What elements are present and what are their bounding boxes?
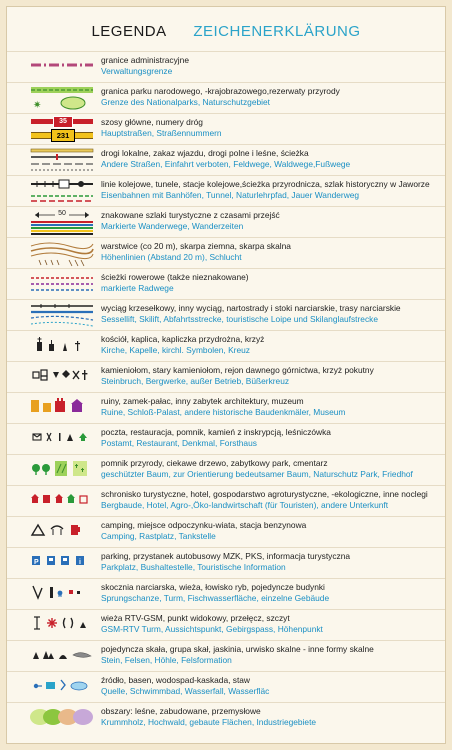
legend-item-de: Kirche, Kapelle, kirchl. Symbolen, Kreuz <box>101 345 250 355</box>
castle-icon <box>29 393 95 423</box>
legend-item-post-office <box>7 423 445 454</box>
local-road-icon <box>29 145 95 175</box>
post-office-icon <box>29 424 95 454</box>
legend-item-pl: drogi lokalne, zakaz wjazdu, drogi polne i leśne, ścieżka <box>101 148 309 158</box>
legend-item-de: Stein, Felsen, Höhle, Felsformation <box>101 655 232 665</box>
legend-item-pl: warstwice (co 20 m), skarpa ziemna, skarpa skalna <box>101 241 291 251</box>
legend-item-pl: ścieżki rowerowe (także nieznakowane) <box>101 272 249 282</box>
ski-lift-icon <box>29 300 95 330</box>
legend-item-church <box>7 330 445 361</box>
quarry-icon <box>29 362 95 392</box>
legend-item-pl: obszary: leśne, zabudowane, przemysłowe <box>101 706 261 716</box>
legend-item-pl: skocznia narciarska, wieża, łowisko ryb, pojedyncze budynki <box>101 582 325 592</box>
legend-item-de: geschützter Baum, zur Orientierung bedeutsamer Baum, Naturschutz Park, Friedhof <box>101 469 413 479</box>
trail-time-label: 50 <box>55 209 69 218</box>
legend-title-de: ZEICHENERKLÄRUNG <box>193 23 361 40</box>
legend-item-de: Markierte Wanderwege, Wanderzeiten <box>101 221 244 231</box>
legend-item-pl: camping, miejsce odpoczynku-wiata, stacja benzynowa <box>101 520 307 530</box>
legend-item-de: Camping, Rastplatz, Tankstelle <box>101 531 216 541</box>
area-icon <box>29 703 95 733</box>
legend-item-pl: granica parku narodowego, -krajobrazowego,rezerwaty przyrody <box>101 86 340 96</box>
railway-icon <box>29 176 95 206</box>
legend-item-de: Verwaltungsgrenze <box>101 66 173 76</box>
legend-item-administrative-border <box>7 51 445 82</box>
tree-icon <box>29 455 95 485</box>
legend-item-de: Parkplatz, Bushaltestelle, Touristische Information <box>101 562 286 572</box>
legend-item-pl: wieża RTV-GSM, punkt widokowy, przełęcz, szczyt <box>101 613 290 623</box>
legend-item-ski-jump <box>7 578 445 609</box>
legend-item-pl: kościół, kaplica, kapliczka przydrożna, krzyż <box>101 334 265 344</box>
legend-item-de: Höhenlinien (Abstand 20 m), Schlucht <box>101 252 242 262</box>
road-number-badge: 35 <box>53 116 73 128</box>
legend-item-park-border <box>7 82 445 113</box>
road-number-badge: 231 <box>51 129 75 142</box>
legend-panel <box>6 6 446 744</box>
administrative-border-icon <box>29 52 95 82</box>
legend-item-castle <box>7 392 445 423</box>
legend-item-pl: pomnik przyrody, ciekawe drzewo, zabytkowy park, cmentarz <box>101 458 328 468</box>
hotel-icon <box>29 486 95 516</box>
legend-item-quarry <box>7 361 445 392</box>
church-icon <box>29 331 95 361</box>
legend-item-railway <box>7 175 445 206</box>
park-border-icon <box>29 83 95 113</box>
svg-text:✷: ✷ <box>33 100 42 111</box>
legend-item-spring <box>7 671 445 702</box>
legend-header <box>7 23 445 40</box>
legend-item-de: Krummholz, Hochwald, gebaute Flächen, Industriegebiete <box>101 717 317 727</box>
legend-item-pl: granice administracyjne <box>101 55 189 65</box>
legend-item-local-road <box>7 144 445 175</box>
legend-item-pl: poczta, restauracja, pomnik, kamień z inskrypcją, leśniczówka <box>101 427 331 437</box>
legend-item-de: GSM-RTV Turm, Aussichtspunkt, Gebirgspass, Höhenpunkt <box>101 624 323 634</box>
rock-icon <box>29 641 95 671</box>
legend-item-de: Ruine, Schloß-Palast, andere historische Baudenkmäler, Museum <box>101 407 346 417</box>
legend-item-pl: szosy główne, numery dróg <box>101 117 203 127</box>
spring-icon <box>29 672 95 702</box>
legend-item-area <box>7 702 445 733</box>
bike-path-icon <box>29 269 95 299</box>
legend-item-pl: kamieniołom, stary kamieniołom, rejon dawnego górnictwa, krzyż pokutny <box>101 365 374 375</box>
legend-item-marked-trail <box>7 206 445 237</box>
legend-title-pl: LEGENDA <box>91 23 167 40</box>
legend-item-pl: wyciąg krzesełkowy, inny wyciąg, nartostrady i stoki narciarskie, trasy narciarskie <box>101 303 401 313</box>
legend-item-tree <box>7 454 445 485</box>
parking-icon <box>29 548 95 578</box>
legend-item-de: markierte Radwege <box>101 283 174 293</box>
legend-item-de: Sprungschanze, Turm, Fischwasserfläche, einzelne Gebäude <box>101 593 330 603</box>
legend-item-parking <box>7 547 445 578</box>
legend-item-main-road <box>7 113 445 144</box>
legend-item-pl: ruiny, zamek-pałac, inny zabytek architektury, muzeum <box>101 396 304 406</box>
main-road-icon <box>29 114 95 144</box>
legend-item-pl: pojedyncza skała, grupa skał, jaskinia, urwisko skalne - inne formy skalne <box>101 644 374 654</box>
legend-item-contour <box>7 237 445 268</box>
legend-item-de: Sessellift, Skilift, Abfahrtsstrecke, touristische Loipe und Skilanglaufstrecke <box>101 314 378 324</box>
legend-item-de: Andere Straßen, Einfahrt verboten, Feldwege, Waldwege,Fußwege <box>101 159 351 169</box>
legend-item-pl: parking, przystanek autobusowy MZK, PKS, informacja turystyczna <box>101 551 351 561</box>
legend-item-de: Quelle, Schwimmbad, Wasserfall, Wasserfläc <box>101 686 270 696</box>
legend-item-pl: znakowane szlaki turystyczne z czasami przejść <box>101 210 280 220</box>
camping-icon <box>29 517 95 547</box>
legend-item-de: Steinbruch, Bergwerke, außer Betrieb, Büßerkreuz <box>101 376 290 386</box>
marked-trail-icon <box>29 207 95 237</box>
legend-item-de: Hauptstraßen, Straßennummern <box>101 128 222 138</box>
svg-text:i: i <box>79 559 81 566</box>
legend-item-pl: linie kolejowe, tunele, stacje kolejowe,ścieżka przyrodnicza, szlak historyczny w Jaworze <box>101 179 430 189</box>
legend-item-de: Eisenbahnen mit Banhöfen, Tunnel, Naturlehrpfad, Jauer Wanderweg <box>101 190 360 200</box>
legend-item-pl: źródło, basen, wodospad-kaskada, staw <box>101 675 250 685</box>
radio-tower-icon <box>29 610 95 640</box>
legend-item-bike-path <box>7 268 445 299</box>
legend-item-de: Postamt, Restaurant, Denkmal, Forsthaus <box>101 438 257 448</box>
legend-item-ski-lift <box>7 299 445 330</box>
legend-item-de: Grenze des Nationalparks, Naturschutzgebiet <box>101 97 270 107</box>
legend-item-camping <box>7 516 445 547</box>
legend-item-de: Bergbaude, Hotel, Agro-,Öko-landwirtschaft (für Touristen), andere Unterkunft <box>101 500 389 510</box>
ski-jump-icon <box>29 579 95 609</box>
contour-icon <box>29 238 95 268</box>
legend-item-pl: schronisko turystyczne, hotel, gospodarstwo agroturystyczne, -ekologiczne, inne noclegi <box>101 489 428 499</box>
legend-item-rock <box>7 640 445 671</box>
legend-item-hotel <box>7 485 445 516</box>
svg-text:P: P <box>34 559 39 566</box>
legend-item-radio-tower <box>7 609 445 640</box>
